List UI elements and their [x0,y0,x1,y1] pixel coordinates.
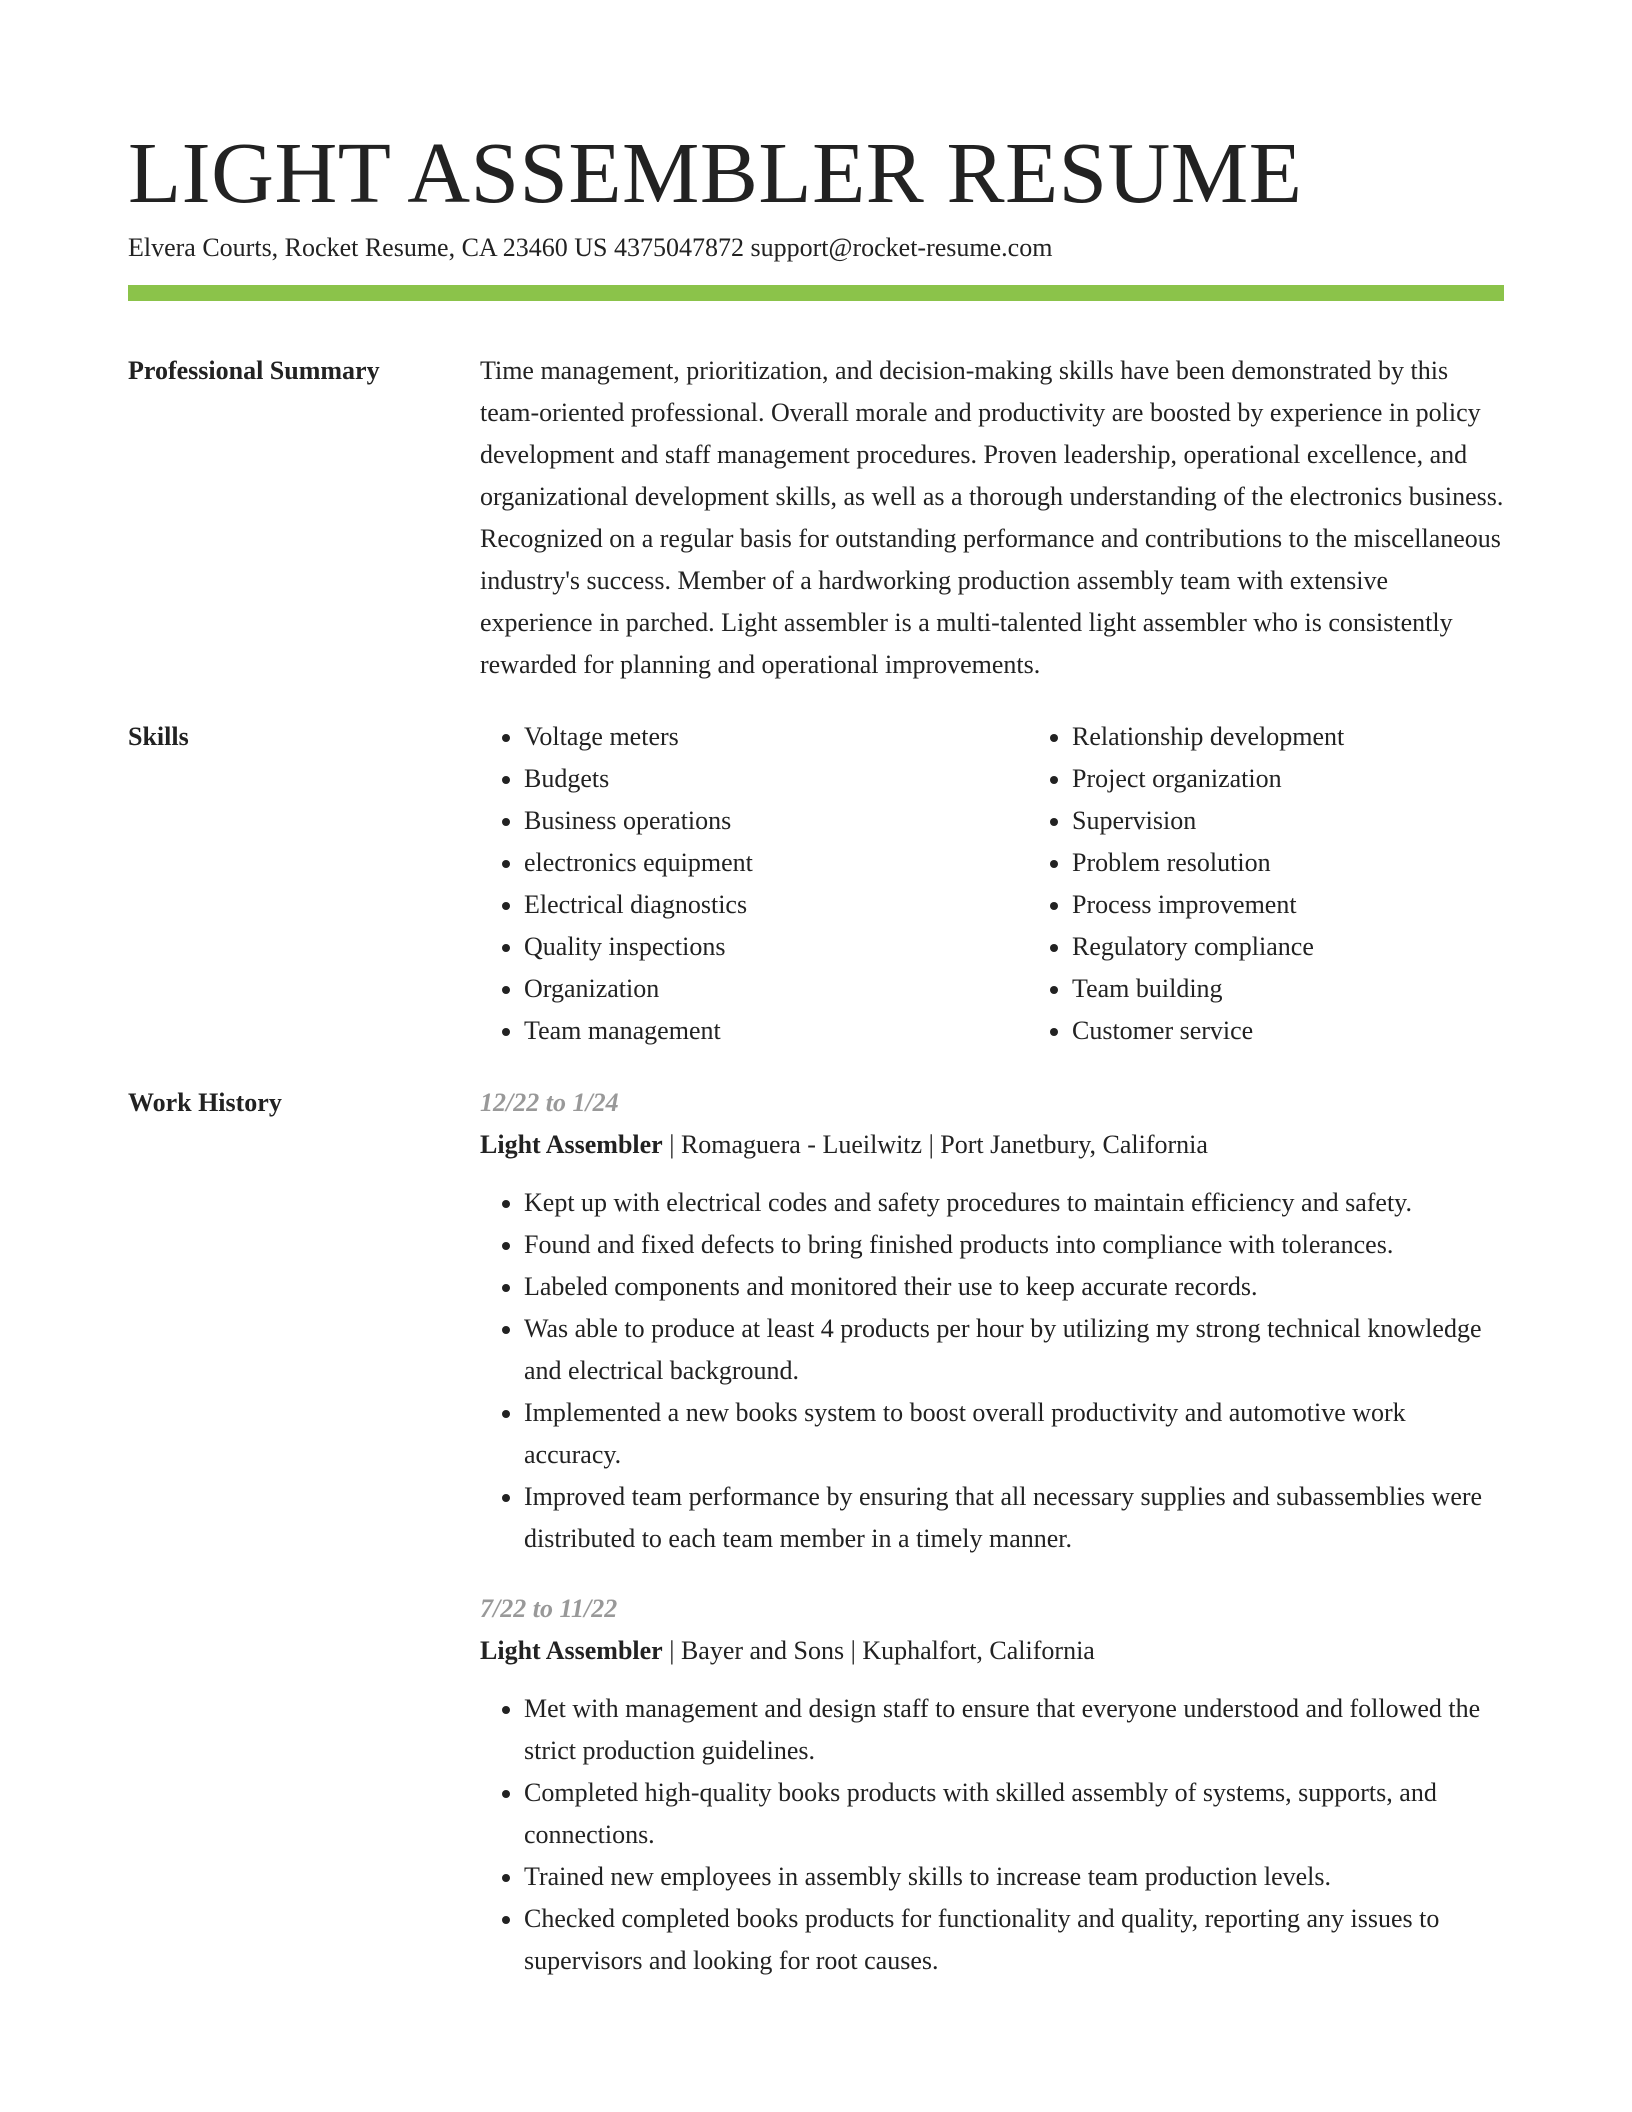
accent-divider [128,285,1504,301]
responsibility-item: • Improved team performance by ensuring that all necessary supplies and subassemblies were distributed to each team member in a timely manner. [524,1476,1504,1560]
responsibility-item: • Implemented a new books system to boost overall productivity and automotive work accuracy. [524,1392,1504,1476]
skill-item: • Quality inspections [524,926,1028,968]
skills-list-left [480,716,1028,1052]
resume-title: LIGHT ASSEMBLER RESUME [128,124,1303,221]
skill-item: • Regulatory compliance [1072,926,1576,968]
responsibility-item: • Was able to produce at least 4 products per hour by utilizing my strong technical knowledge and electrical background. [524,1308,1504,1392]
responsibility-item: • Kept up with electrical codes and safety procedures to maintain efficiency and safety. [524,1182,1504,1224]
skill-item: • Electrical diagnostics [524,884,1028,926]
skill-item: • Business operations [524,800,1028,842]
skill-item: • Relationship development [1072,716,1576,758]
job-details: | Bayer and Sons | Kuphalfort, California [662,1636,1095,1665]
summary-label: Professional Summary [128,356,380,385]
skills-section [128,716,1504,1052]
skill-item: • Budgets [524,758,1028,800]
skill-item: • Voltage meters [524,716,1028,758]
resume-content [128,350,1504,2040]
job-heading [480,1630,1504,1672]
skill-item: • Supervision [1072,800,1576,842]
job-details: | Romaguera - Lueilwitz | Port Janetbury, California [662,1130,1208,1159]
skill-item: • Problem resolution [1072,842,1576,884]
summary-text: Time management, prioritization, and decision-making skills have been demonstrated by this team-oriented professional. Overall morale and productivity are boosted by experience in policy development and staff management procedures. Proven leadership, operational excellence, and organizational development skills, as well as a thorough understanding of the electronics business. Recognized on a regular basis for outstanding performance and contributions to the miscellaneous industry's success. Member of a hardworking production assembly team with extensive experience in parched. Light assembler is a multi-talented light assembler who is consistently rewarded for planning and operational improvements. [480,356,1504,679]
skill-item: • electronics equipment [524,842,1028,884]
work-history-section [128,1082,1504,2010]
job-heading [480,1124,1504,1166]
job-title: Light Assembler [480,1130,663,1159]
responsibility-item: • Labeled components and monitored their use to keep accurate records. [524,1266,1504,1308]
job-entry [480,1588,1504,1982]
skill-item: • Process improvement [1072,884,1576,926]
responsibility-item: • Checked completed books products for functionality and quality, reporting any issues to supervisors and looking for root causes. [524,1898,1504,1982]
job-responsibilities [480,1182,1504,1560]
responsibility-item: • Met with management and design staff to ensure that everyone understood and followed the strict production guidelines. [524,1688,1504,1772]
summary-body [480,350,1504,686]
skills-list-right [1028,716,1576,1052]
skills-body [480,716,1576,1052]
job-dates: 7/22 to 11/22 [480,1594,618,1623]
job-title: Light Assembler [480,1636,663,1665]
summary-section [128,350,1504,686]
skill-item: • Team management [524,1010,1028,1052]
contact-line: Elvera Courts, Rocket Resume, CA 23460 US 4375047872 support@rocket-resume.com [128,233,1053,262]
work-history-label: Work History [128,1088,282,1117]
work-history-body [480,1082,1504,2010]
skill-item: • Customer service [1072,1010,1576,1052]
job-responsibilities [480,1688,1504,1982]
job-dates: 12/22 to 1/24 [480,1088,619,1117]
skill-item: • Team building [1072,968,1576,1010]
responsibility-item: • Trained new employees in assembly skills to increase team production levels. [524,1856,1504,1898]
responsibility-item: • Completed high-quality books products with skilled assembly of systems, supports, and connections. [524,1772,1504,1856]
skills-label: Skills [128,722,189,751]
skill-item: • Project organization [1072,758,1576,800]
skill-item: • Organization [524,968,1028,1010]
responsibility-item: • Found and fixed defects to bring finished products into compliance with tolerances. [524,1224,1504,1266]
job-entry [480,1082,1504,1560]
